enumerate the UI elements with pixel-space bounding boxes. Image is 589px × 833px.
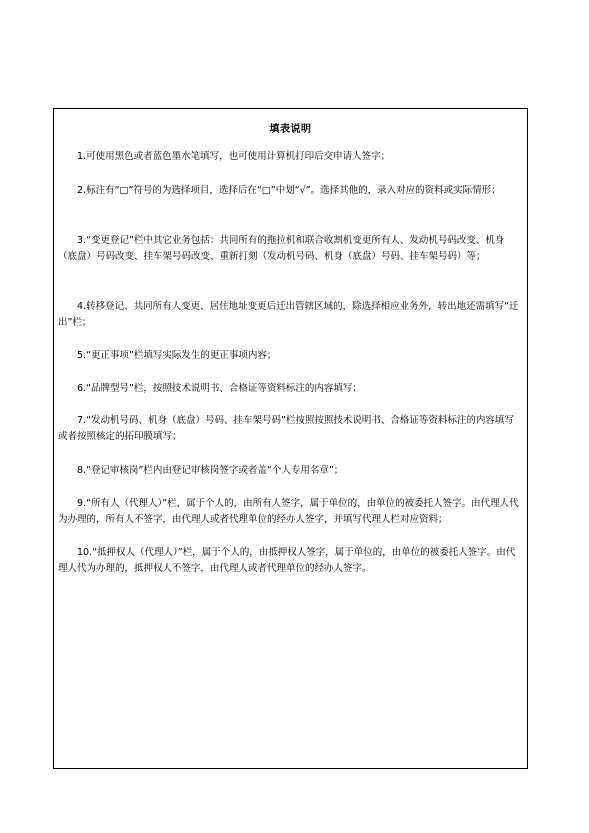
instruction-item-3: 3.“变更登记”栏中其它业务包括：共同所有的拖拉机和联合收割机变更所有人、发动机号码改变、机身（底盘）号码改变、挂车架号码改变、重新打刻（发动机号码、机身（底盘）号码、挂车架号码）等； xyxy=(58,235,505,262)
instruction-item-7: 7.“发动机号码、机身（底盘）号码、挂车架号码”栏按照按照技术说明书、合格证等资料标注的内容填写或者按照核定的拓印膜填写； xyxy=(58,415,514,442)
instruction-item-10: 10.“抵押权人（代理人）”栏，属于个人的，由抵押权人签字，属于单位的，由单位的被委托人签字。由代理人代为办理的，抵押权人不签字，由代理人或者代理单位的经办人签字。 xyxy=(58,547,516,574)
instruction-item-2: 2.标注有“□”符号的为选择项目，选择后在“□”中划“√”。选择其他的，录入对应的资料或实际情形； xyxy=(77,185,501,196)
instruction-item-1: 1.可使用黑色或者蓝色墨水笔填写，也可使用计算机打印后交申请人签字； xyxy=(77,151,391,162)
instruction-item-9: 9.“所有人（代理人）”栏，属于个人的，由所有人签字，属于单位的，由单位的被委托人签字。由代理人代为办理的，所有人不签字，由代理人或者代理单位的经办人签字，并填写代理人栏对应资料； xyxy=(58,498,519,525)
instruction-item-4: 4.转移登记、共同所有人变更、居住地址变更后迁出管辖区域的，除选择相应业务外，转出地还需填写“迁出”栏； xyxy=(58,301,519,328)
instructions-frame xyxy=(53,108,528,769)
instruction-item-6: 6.“品牌型号”栏，按照技术说明书、合格证等资料标注的内容填写； xyxy=(77,383,362,394)
instruction-item-8: 8.“登记审核岗”栏内由登记审核岗签字或者盖“个人专用名章”； xyxy=(77,465,344,476)
instruction-item-5: 5.“更正事项”栏填写实际发生的更正事项内容； xyxy=(77,350,277,361)
form-title: 填表说明 xyxy=(269,124,312,135)
